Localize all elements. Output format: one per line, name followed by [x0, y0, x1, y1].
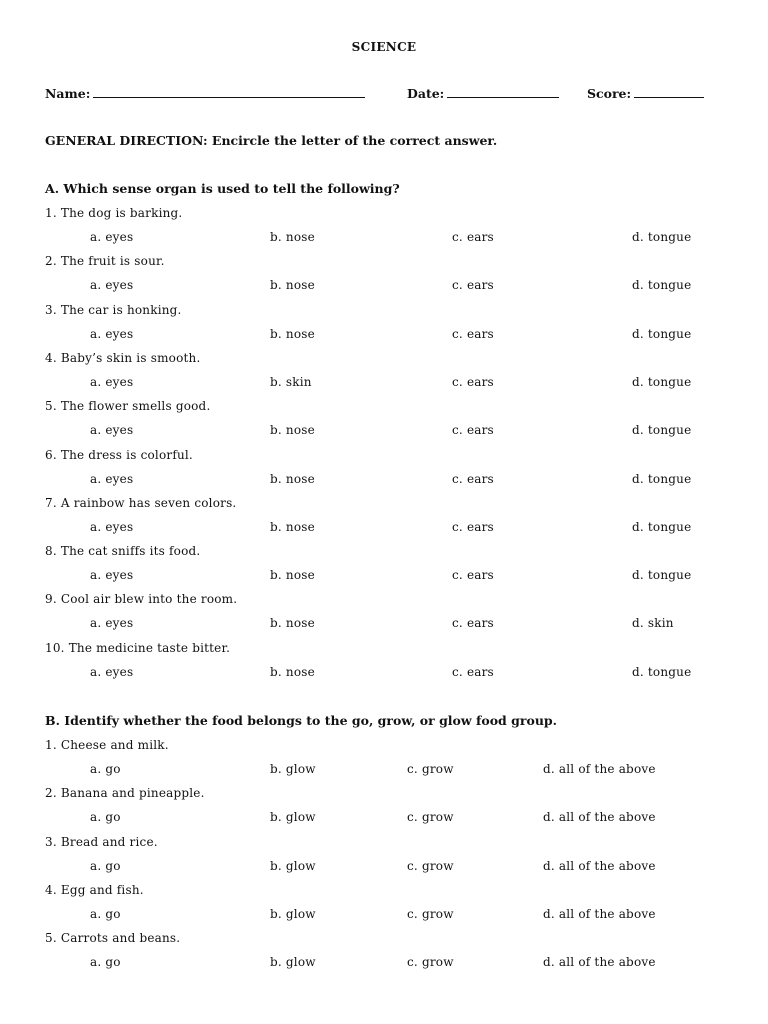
answer-choice-b[interactable]: b. glow: [270, 955, 316, 970]
question-text: 1. Cheese and milk.: [45, 738, 169, 752]
question-text: 6. The dress is colorful.: [45, 447, 193, 462]
score-line[interactable]: [634, 86, 704, 98]
question-text: 1. The dog is barking.: [45, 206, 183, 220]
answer-choice-d[interactable]: d. tongue: [632, 374, 692, 389]
question-text: 2. The fruit is sour.: [45, 254, 165, 269]
answer-choice-c[interactable]: c. grow: [407, 955, 454, 970]
page-title: SCIENCE: [351, 40, 417, 54]
answer-choice-a[interactable]: a. go: [90, 955, 121, 970]
answer-choice-d[interactable]: d. tongue: [632, 423, 692, 438]
answer-choice-d[interactable]: d. tongue: [632, 230, 692, 244]
answer-choice-b[interactable]: b. nose: [270, 230, 315, 244]
answer-choice-c[interactable]: c. ears: [452, 278, 494, 293]
question-text: 5. Carrots and beans.: [45, 931, 181, 946]
answer-choice-a[interactable]: a. eyes: [90, 519, 134, 534]
answer-choice-d[interactable]: d. all of the above: [543, 858, 656, 873]
answer-choice-b[interactable]: b. skin: [270, 374, 312, 389]
answer-choice-a[interactable]: a. eyes: [90, 278, 134, 293]
answer-choice-a[interactable]: a. eyes: [90, 230, 134, 244]
answer-choice-a[interactable]: a. eyes: [90, 374, 134, 389]
answer-choice-a[interactable]: a. go: [90, 858, 121, 873]
answer-choice-c[interactable]: c. grow: [407, 762, 454, 776]
answer-choice-b[interactable]: b. glow: [270, 906, 316, 921]
answer-choice-d[interactable]: d. tongue: [632, 326, 692, 341]
answer-choice-b[interactable]: b. nose: [270, 664, 315, 679]
name-label: Name:: [45, 86, 91, 101]
answer-choice-a[interactable]: a. eyes: [90, 326, 134, 341]
answer-choice-b[interactable]: b. glow: [270, 858, 316, 873]
question-text: 8. The cat sniffs its food.: [45, 544, 201, 559]
name-field[interactable]: [45, 86, 365, 101]
answer-choice-b[interactable]: b. glow: [270, 762, 316, 776]
answer-choice-b[interactable]: b. nose: [270, 616, 315, 631]
question-text: 3. Bread and rice.: [45, 834, 158, 849]
question-text: 9. Cool air blew into the room.: [45, 592, 238, 607]
score-field[interactable]: [587, 86, 704, 101]
answer-choice-c[interactable]: c. grow: [407, 810, 454, 825]
answer-choice-c[interactable]: c. ears: [452, 326, 494, 341]
answer-choice-c[interactable]: c. ears: [452, 374, 494, 389]
section-a-heading: A. Which sense organ is used to tell the following?: [45, 181, 400, 196]
answer-choice-a[interactable]: a. eyes: [90, 471, 134, 486]
answer-choice-d[interactable]: d. tongue: [632, 471, 692, 486]
question-text: 4. Egg and fish.: [45, 882, 144, 897]
answer-choice-d[interactable]: d. all of the above: [543, 810, 656, 825]
answer-choice-a[interactable]: a. eyes: [90, 616, 134, 631]
question-text: 3. The car is honking.: [45, 302, 182, 317]
answer-choice-d[interactable]: d. tongue: [632, 568, 692, 583]
answer-choice-a[interactable]: a. go: [90, 906, 121, 921]
answer-choice-b[interactable]: b. nose: [270, 278, 315, 293]
answer-choice-d[interactable]: d. tongue: [632, 519, 692, 534]
answer-choice-a[interactable]: a. go: [90, 762, 121, 776]
question-text: 7. A rainbow has seven colors.: [45, 495, 237, 510]
answer-choice-c[interactable]: c. ears: [452, 664, 494, 679]
name-line[interactable]: [93, 86, 365, 98]
answer-choice-d[interactable]: d. all of the above: [543, 906, 656, 921]
question-text: 5. The flower smells good.: [45, 399, 211, 414]
answer-choice-a[interactable]: a. go: [90, 810, 121, 825]
answer-choice-b[interactable]: b. nose: [270, 568, 315, 583]
answer-choice-c[interactable]: c. ears: [452, 616, 494, 631]
answer-choice-c[interactable]: c. ears: [452, 230, 494, 244]
answer-choice-d[interactable]: d. tongue: [632, 278, 692, 293]
answer-choice-c[interactable]: c. ears: [452, 519, 494, 534]
answer-choice-c[interactable]: c. ears: [452, 471, 494, 486]
answer-choice-c[interactable]: c. ears: [452, 568, 494, 583]
answer-choice-b[interactable]: b. nose: [270, 471, 315, 486]
answer-choice-b[interactable]: b. glow: [270, 810, 316, 825]
answer-choice-a[interactable]: a. eyes: [90, 423, 134, 438]
answer-choice-b[interactable]: b. nose: [270, 326, 315, 341]
date-line[interactable]: [447, 86, 559, 98]
answer-choice-d[interactable]: d. all of the above: [543, 955, 656, 970]
date-label: Date:: [407, 86, 445, 101]
answer-choice-c[interactable]: c. ears: [452, 423, 494, 438]
date-field[interactable]: [407, 86, 559, 101]
question-text: 10. The medicine taste bitter.: [45, 640, 231, 655]
answer-choice-b[interactable]: b. nose: [270, 423, 315, 438]
answer-choice-c[interactable]: c. grow: [407, 906, 454, 921]
score-label: Score:: [587, 86, 632, 101]
general-direction: GENERAL DIRECTION: Encircle the letter of the correct answer.: [45, 133, 498, 148]
answer-choice-b[interactable]: b. nose: [270, 519, 315, 534]
section-b-heading: B. Identify whether the food belongs to the go, grow, or glow food group.: [45, 713, 557, 728]
question-text: 2. Banana and pineapple.: [45, 786, 205, 801]
header-fields: [0, 86, 768, 104]
answer-choice-a[interactable]: a. eyes: [90, 568, 134, 583]
answer-choice-d[interactable]: d. all of the above: [543, 762, 656, 776]
answer-choice-c[interactable]: c. grow: [407, 858, 454, 873]
question-text: 4. Baby’s skin is smooth.: [45, 350, 201, 365]
answer-choice-a[interactable]: a. eyes: [90, 664, 134, 679]
answer-choice-d[interactable]: d. skin: [632, 616, 674, 631]
answer-choice-d[interactable]: d. tongue: [632, 664, 692, 679]
